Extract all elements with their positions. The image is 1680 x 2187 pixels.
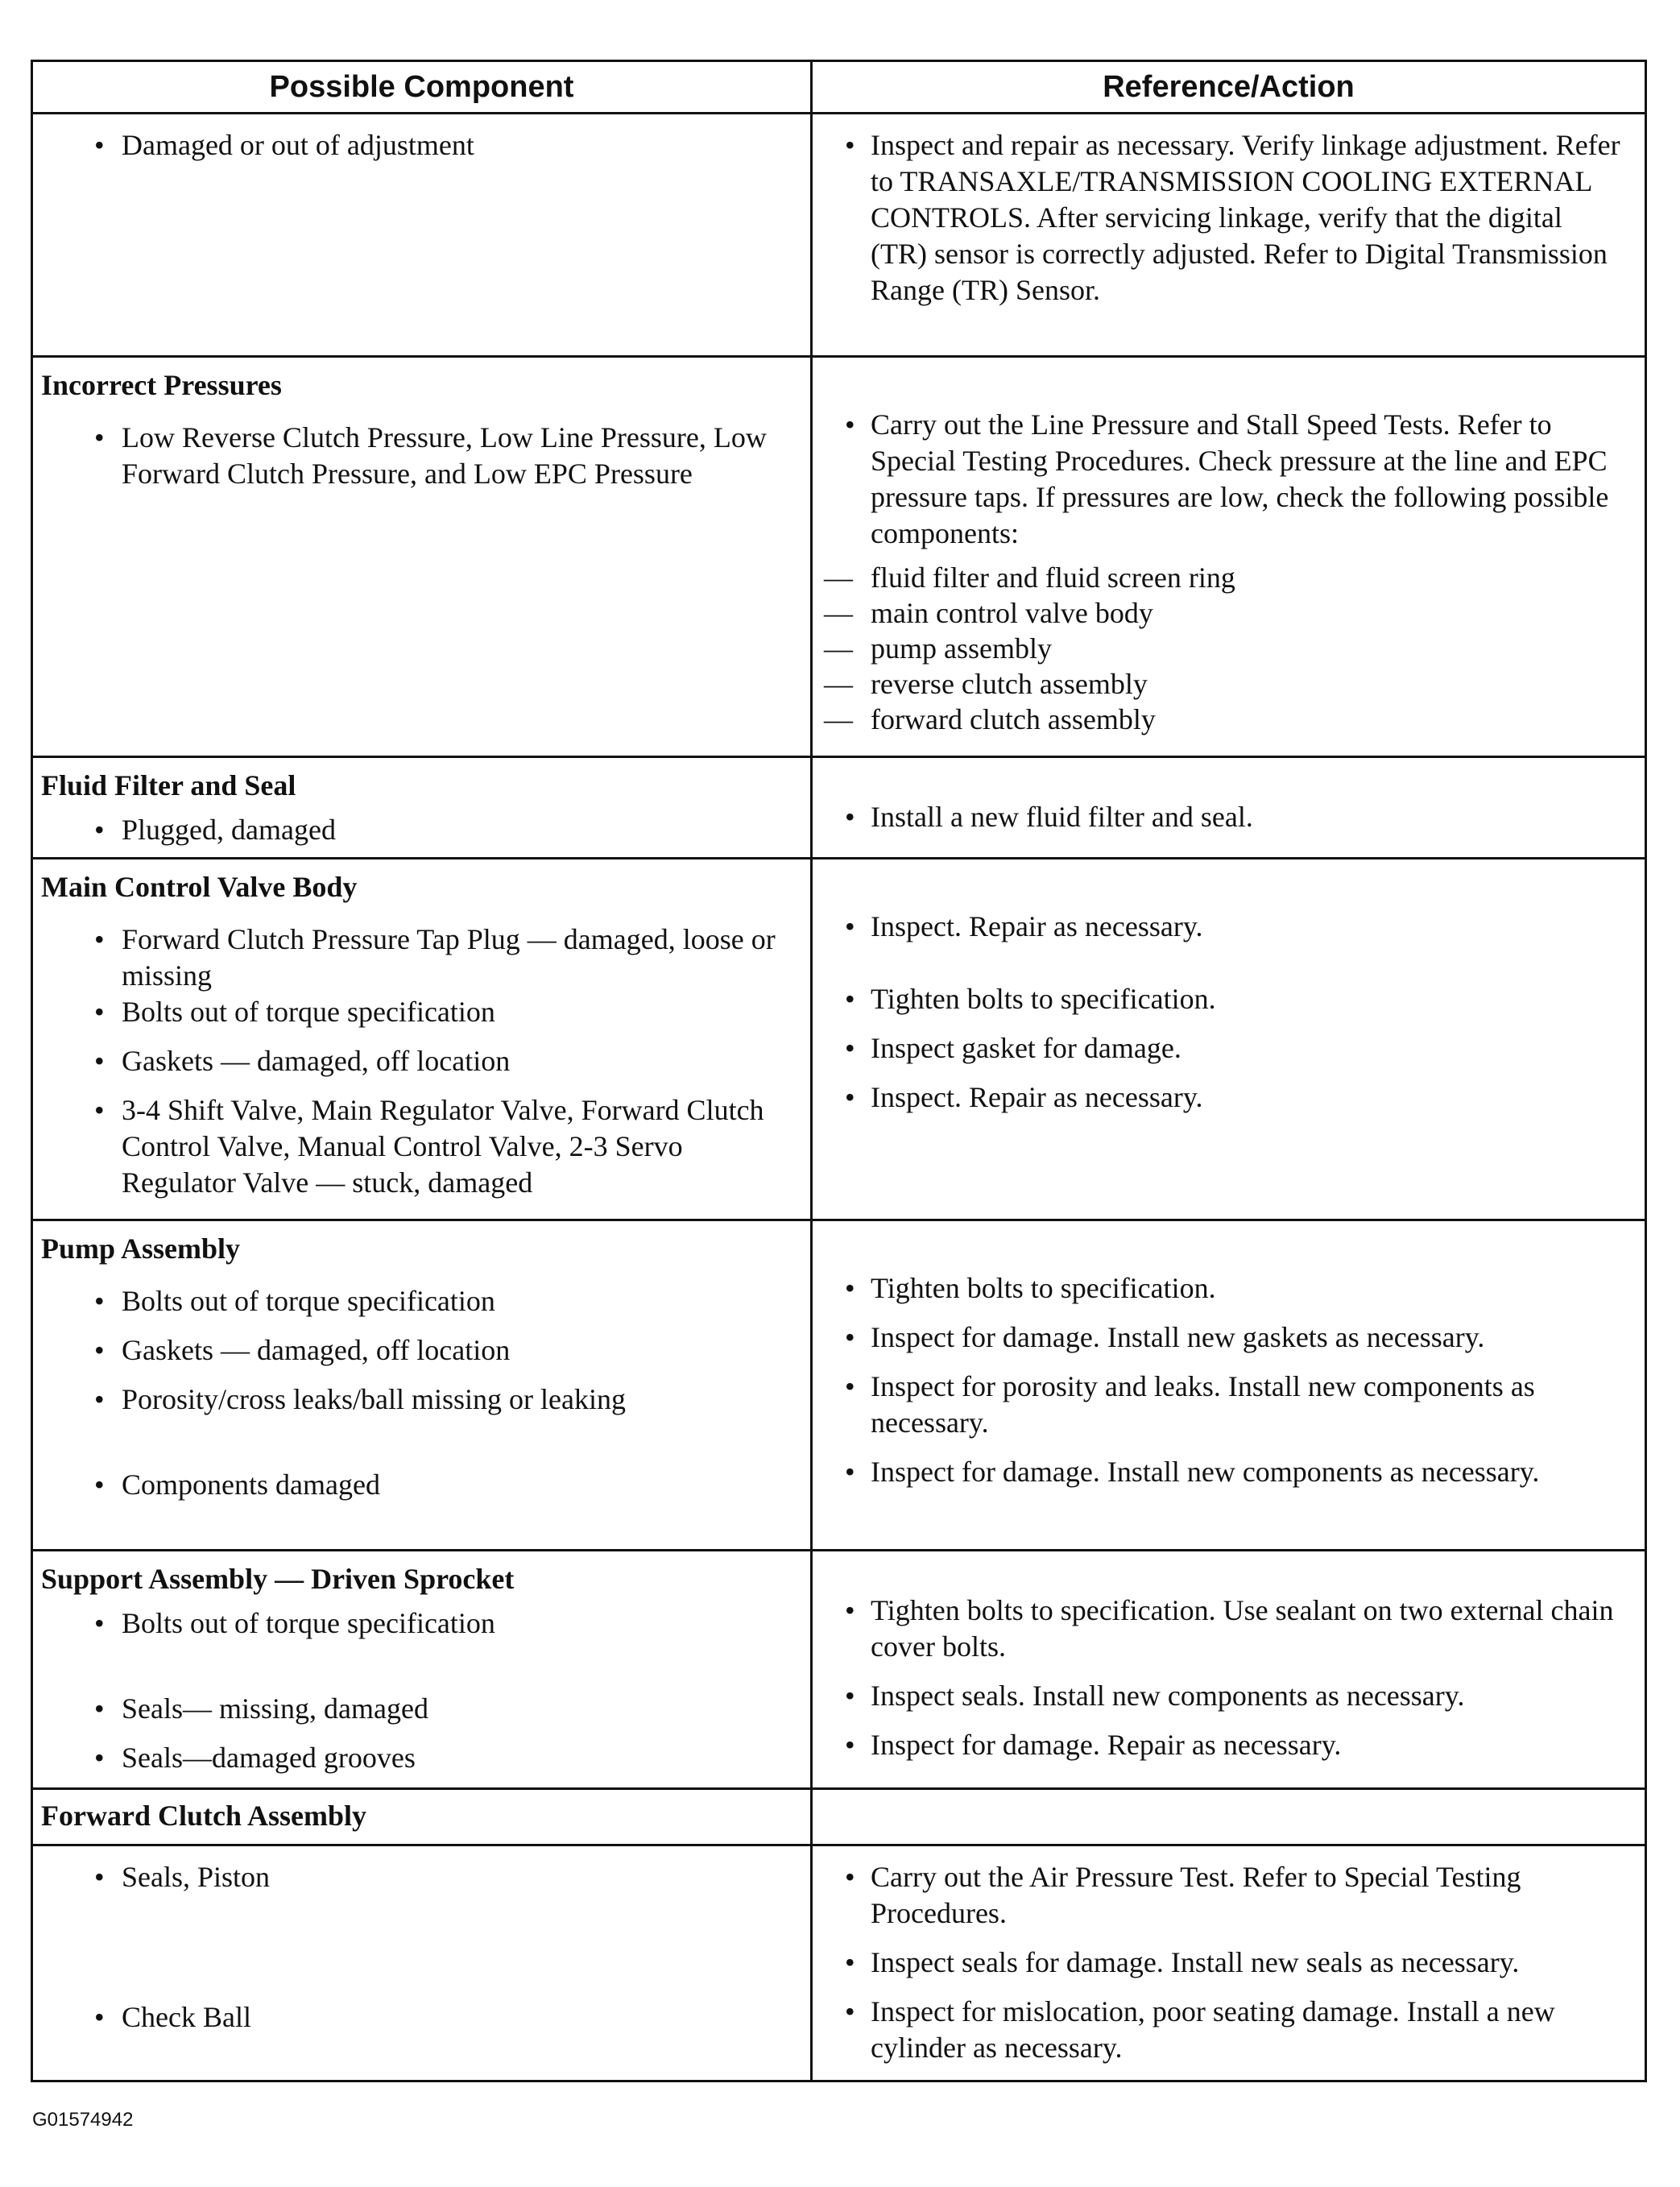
section-title: Support Assembly — Driven Sprocket: [41, 1563, 515, 1595]
component-item: • Seals, Piston: [41, 1859, 802, 1986]
table-row: [32, 114, 1646, 357]
component-item: • Forward Clutch Pressure Tap Plug — damaged, loose or missing: [41, 922, 802, 981]
component-item: • Low Reverse Clutch Pressure, Low Line Pressure, Low Forward Clutch Pressure, and Low EPC Pressure: [41, 420, 802, 492]
component-cell: [32, 757, 812, 859]
table-row: [32, 357, 1646, 757]
action-item: • Carry out the Line Pressure and Stall Speed Tests. Refer to Special Testing Procedures. Check pressure at the line and EPC pressure taps. If pressures are low, check the following possible components:: [821, 407, 1637, 552]
section-spacer: [821, 1221, 1637, 1257]
checklist-item: — reverse clutch assembly: [821, 666, 1637, 702]
action-item: • Tighten bolts to specification. Use sealant on two external chain cover bolts.: [821, 1593, 1637, 1665]
component-cell: [32, 357, 812, 757]
component-cell: [32, 1220, 812, 1551]
table-row: [32, 859, 1646, 1220]
action-cell: [812, 757, 1646, 859]
component-item: • Gaskets — damaged, off location: [41, 1043, 802, 1079]
section-spacer: [821, 859, 1637, 896]
component-item: • Bolts out of torque specification: [41, 1283, 802, 1319]
component-item: • 3-4 Shift Valve, Main Regulator Valve, Forward Clutch Control Valve, Manual Control Valve, 2-3 Servo Regulator Valve — stuck, damaged: [41, 1092, 802, 1201]
header-possible-component: Possible Component: [32, 61, 812, 114]
figure-id: G01574942: [32, 2109, 134, 2131]
action-item: • Inspect for damage. Install new components as necessary.: [821, 1454, 1637, 1490]
action-item: • Inspect for mislocation, poor seating damage. Install a new cylinder as necessary.: [821, 1994, 1637, 2066]
checklist-item: — fluid filter and fluid screen ring: [821, 560, 1637, 595]
section-title: Incorrect Pressures: [41, 369, 282, 401]
component-item: • Gaskets — damaged, off location: [41, 1332, 802, 1369]
action-cell: [812, 1845, 1646, 2081]
action-item: • Inspect for damage. Install new gaskets as necessary.: [821, 1319, 1637, 1356]
component-cell: [32, 1551, 812, 1789]
section-title: Pump Assembly: [41, 1232, 241, 1265]
action-cell: [812, 1551, 1646, 1789]
section-spacer: [821, 1551, 1637, 1588]
component-cell: [32, 1845, 812, 2081]
header-reference-action: Reference/Action: [812, 61, 1646, 114]
action-item: • Inspect for damage. Repair as necessary.: [821, 1727, 1637, 1763]
section-title: Main Control Valve Body: [41, 871, 358, 903]
component-item: • Components damaged: [41, 1467, 802, 1503]
action-cell: [812, 859, 1646, 1220]
action-cell: [812, 114, 1646, 357]
checklist-item: — main control valve body: [821, 595, 1637, 631]
component-item: • Seals—damaged grooves: [41, 1740, 802, 1776]
component-cell: [32, 859, 812, 1220]
component-checklist: [821, 560, 1637, 737]
action-item: • Inspect gasket for damage.: [821, 1030, 1637, 1067]
checklist-item: — forward clutch assembly: [821, 702, 1637, 737]
table-row: [32, 1220, 1646, 1551]
action-cell: [812, 357, 1646, 757]
section-spacer: [821, 758, 1637, 794]
action-item: • Inspect. Repair as necessary.: [821, 1079, 1637, 1116]
action-item: • Tighten bolts to specification.: [821, 981, 1637, 1017]
checklist-item: — pump assembly: [821, 631, 1637, 666]
action-item: • Inspect for porosity and leaks. Install new components as necessary.: [821, 1369, 1637, 1441]
component-item: • Porosity/cross leaks/ball missing or leaking: [41, 1381, 802, 1454]
action-item: • Inspect and repair as necessary. Verify linkage adjustment. Refer to TRANSAXLE/TRANSMISSION COOLING EXTERNAL CONTROLS. After servicing linkage, verify that the digital (TR) sensor is correctly adjusted. Refer to Digital Transmission Range (TR) Sensor.: [821, 127, 1637, 309]
component-cell: [32, 114, 812, 357]
action-item: • Inspect. Repair as necessary.: [821, 909, 1637, 968]
section-title: Forward Clutch Assembly: [41, 1800, 366, 1832]
action-item: • Inspect seals for damage. Install new seals as necessary.: [821, 1945, 1637, 1981]
diagnosis-table: [31, 60, 1647, 2082]
table-row: [32, 1789, 1646, 1845]
diagnosis-sheet: [31, 60, 1645, 2082]
action-item: • Carry out the Air Pressure Test. Refer to Special Testing Procedures.: [821, 1859, 1637, 1932]
table-row: [32, 1551, 1646, 1789]
action-item: • Inspect seals. Install new components as necessary.: [821, 1678, 1637, 1714]
component-item: • Bolts out of torque specification: [41, 994, 802, 1030]
component-item: • Seals— missing, damaged: [41, 1691, 802, 1727]
table-row: [32, 1845, 1646, 2081]
table-header-row: [32, 61, 1646, 114]
table-row: [32, 757, 1646, 859]
component-item: • Bolts out of torque specification: [41, 1605, 802, 1678]
action-item: • Tighten bolts to specification.: [821, 1270, 1637, 1307]
action-item: • Install a new fluid filter and seal.: [821, 799, 1637, 835]
component-item: • Damaged or out of adjustment: [41, 127, 802, 164]
section-spacer: [821, 358, 1637, 394]
component-cell: [32, 1789, 812, 1845]
section-title: Fluid Filter and Seal: [41, 769, 296, 801]
component-item: • Plugged, damaged: [41, 812, 802, 848]
action-cell: [812, 1789, 1646, 1845]
component-item: • Check Ball: [41, 1999, 802, 2036]
action-cell: [812, 1220, 1646, 1551]
